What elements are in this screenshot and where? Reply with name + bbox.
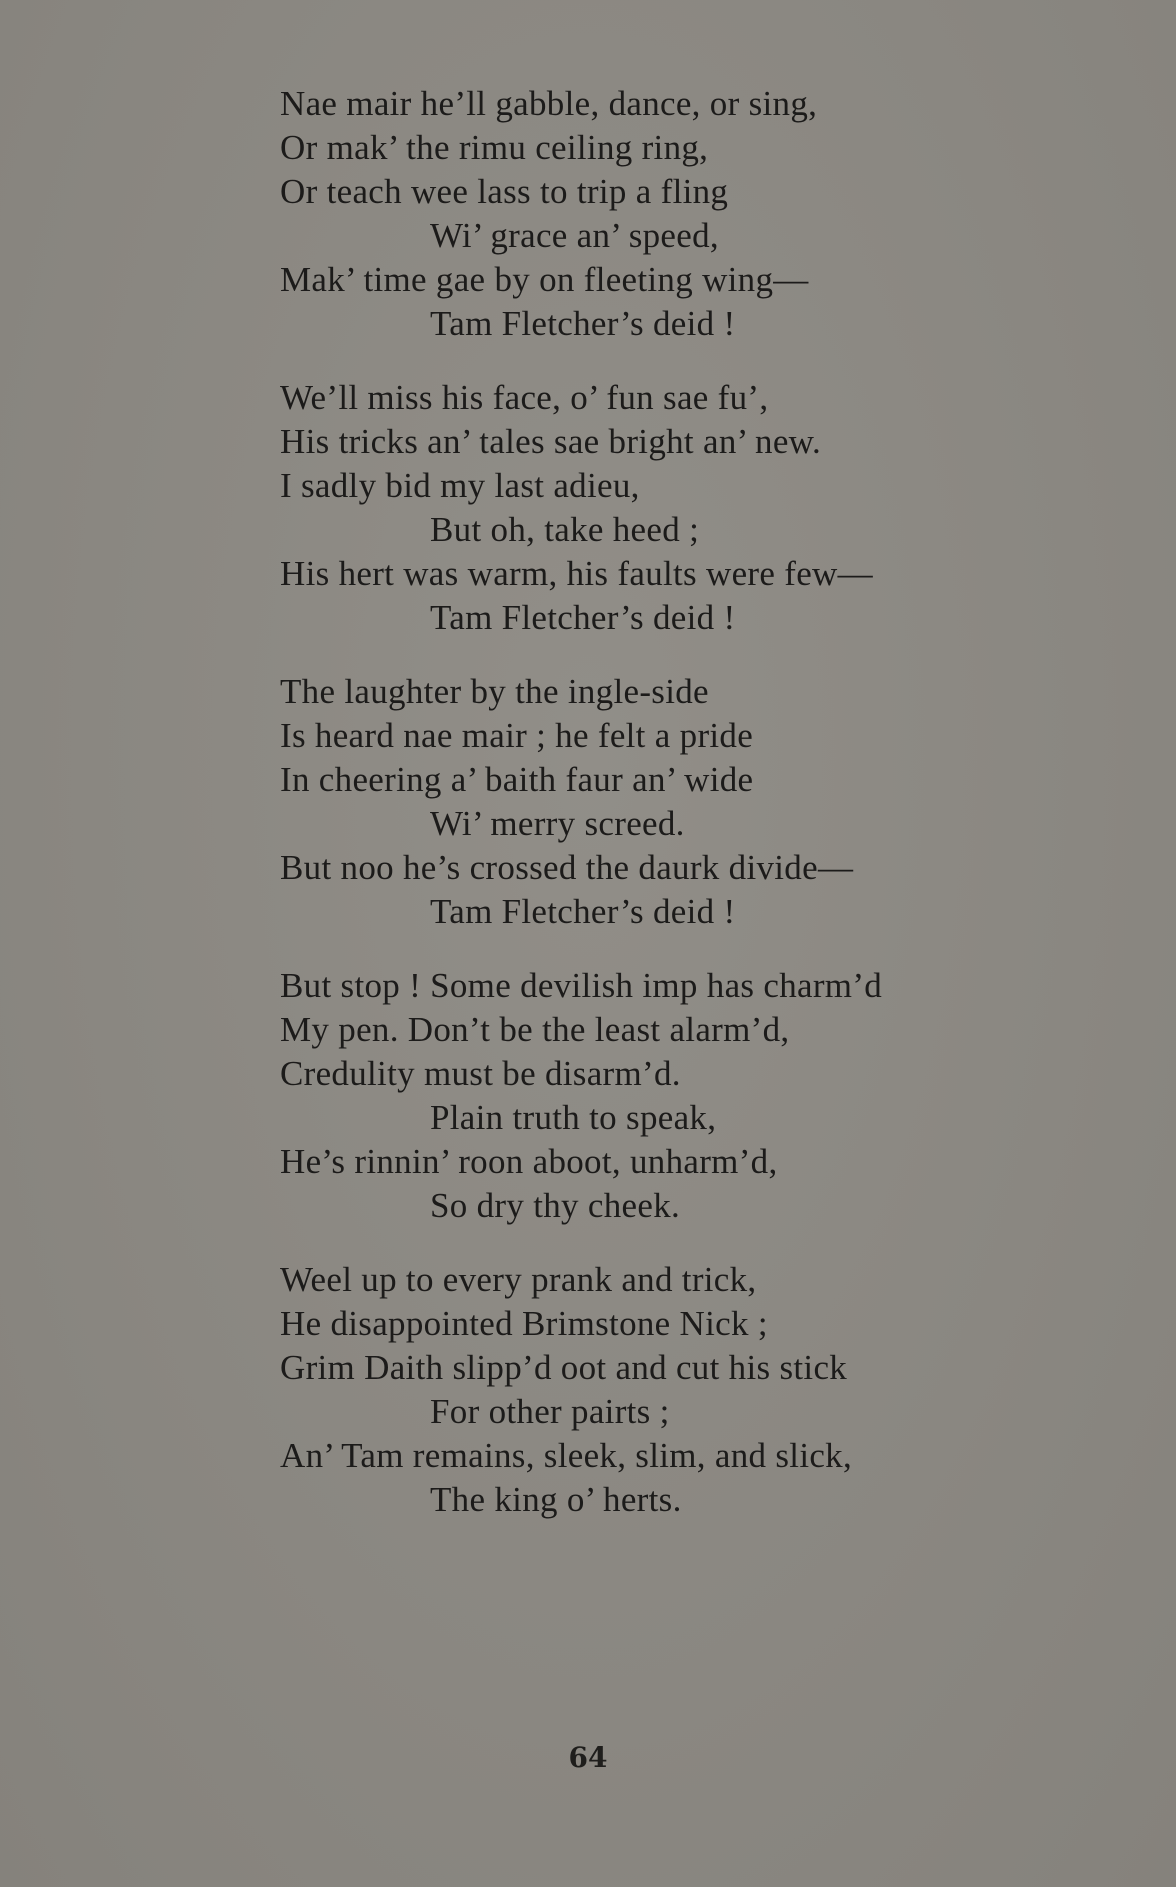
poem-line-indented: So dry thy cheek. (430, 1186, 681, 1225)
poem-line: But stop ! Some devilish imp has charm’d (280, 966, 883, 1005)
poem-line: His hert was warm, his faults were few— (280, 554, 873, 593)
stanza (280, 670, 1040, 934)
poem-line-indented: Plain truth to speak, (430, 1098, 717, 1137)
poem-line-indented: For other pairts ; (430, 1392, 670, 1431)
stanza (280, 1258, 1040, 1522)
stanza (280, 964, 1040, 1228)
poem-line: Credulity must be disarm’d. (280, 1054, 681, 1093)
poem-line-indented: The king o’ herts. (430, 1480, 682, 1519)
poem-line-indented: Tam Fletcher’s deid ! (430, 304, 736, 343)
poem-line: The laughter by the ingle-side (280, 672, 709, 711)
poem-line-indented: Wi’ merry screed. (430, 804, 685, 843)
poem-line: We’ll miss his face, o’ fun sae fu’, (280, 378, 769, 417)
poem-line-indented: Tam Fletcher’s deid ! (430, 598, 736, 637)
poem-line: I sadly bid my last adieu, (280, 466, 640, 505)
stanza (280, 376, 1040, 640)
poem-line: Or mak’ the rimu ceiling ring, (280, 128, 709, 167)
poem-line: In cheering a’ baith faur an’ wide (280, 760, 754, 799)
poem-line-indented: But oh, take heed ; (430, 510, 700, 549)
poem-line: Weel up to every prank and trick, (280, 1260, 757, 1299)
poem-line: His tricks an’ tales sae bright an’ new. (280, 422, 822, 461)
poem-line: Mak’ time gae by on fleeting wing— (280, 260, 809, 299)
poem (280, 82, 1040, 1552)
stanza (280, 82, 1040, 346)
poem-line: But noo he’s crossed the daurk divide— (280, 848, 854, 887)
poem-line-indented: Wi’ grace an’ speed, (430, 216, 719, 255)
poem-line: Or teach wee lass to trip a fling (280, 172, 729, 211)
poem-line: Grim Daith slipp’d oot and cut his stick (280, 1348, 848, 1387)
poem-line: He’s rinnin’ roon aboot, unharm’d, (280, 1142, 778, 1181)
page-number: 64 (568, 1741, 608, 1774)
poem-line: An’ Tam remains, sleek, slim, and slick, (280, 1436, 853, 1475)
poem-line: My pen. Don’t be the least alarm’d, (280, 1010, 790, 1049)
poem-line-indented: Tam Fletcher’s deid ! (430, 892, 736, 931)
poem-line: He disappointed Brimstone Nick ; (280, 1304, 768, 1343)
poem-line: Nae mair he’ll gabble, dance, or sing, (280, 84, 818, 123)
poem-line: Is heard nae mair ; he felt a pride (280, 716, 754, 755)
